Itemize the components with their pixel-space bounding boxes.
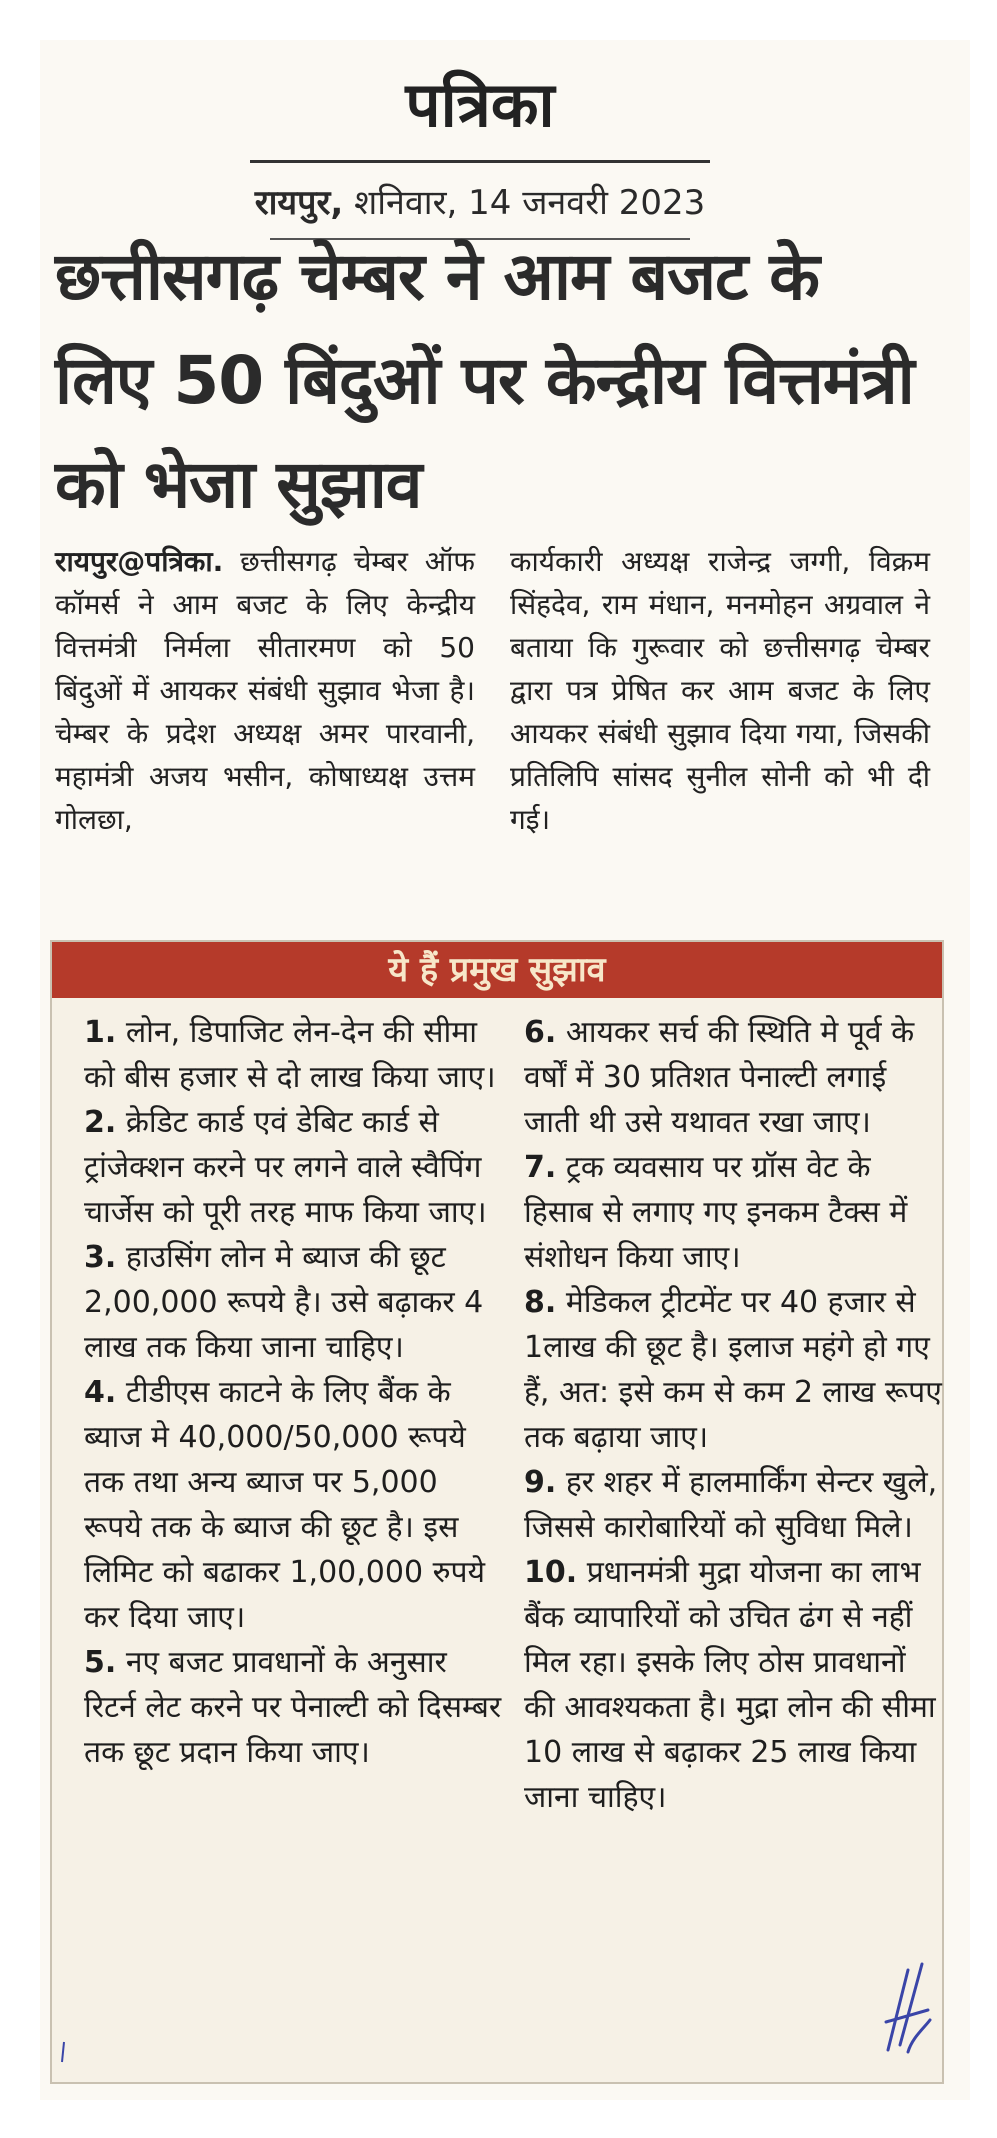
masthead	[230, 70, 730, 240]
article-intro-left	[55, 540, 475, 841]
suggestion-number: 8.	[524, 1285, 557, 1320]
suggestion-text: आयकर सर्च की स्थिति मे पूर्व के वर्षों में 30 प्रतिशत पेनाल्टी लगाई जाती थी उसे यथावत रखा जाए।	[524, 1015, 915, 1140]
suggestion-number: 9.	[524, 1465, 557, 1500]
ink-mark	[58, 2040, 70, 2064]
suggestions-box-title: ये हैं प्रमुख सुझाव	[52, 942, 942, 998]
article-headline: छत्तीसगढ़ चेम्बर ने आम बजट के लिए 50 बिंदुओं पर केन्द्रीय वित्तमंत्री को भेजा सुझाव	[55, 238, 914, 523]
suggestion-number: 2.	[84, 1105, 117, 1140]
suggestion-number: 4.	[84, 1375, 117, 1410]
suggestion-text: ट्रक व्यवसाय पर ग्रॉस वेट के हिसाब से लगाए गए इनकम टैक्स में संशोधन किया जाए।	[524, 1150, 908, 1275]
suggestion-text: प्रधानमंत्री मुद्रा योजना का लाभ बैंक व्यापारियों को उचित ढंग से नहीं मिल रहा। इसके लिए ठोस प्रावधानों की आवश्यकता है। मुद्रा लोन की सीमा 10 लाख से बढ़ाकर 25 लाख किया जाना चाहिए।	[524, 1555, 936, 1815]
suggestion-number: 7.	[524, 1150, 557, 1185]
suggestions-right-column	[524, 1010, 944, 1820]
suggestion-item	[84, 1010, 504, 1100]
suggestion-number: 6.	[524, 1015, 557, 1050]
suggestion-item	[84, 1370, 504, 1640]
intro-left-text: छत्तीसगढ़ चेम्बर ऑफ कॉमर्स ने आम बजट के लिए केन्द्रीय वित्तमंत्री निर्मला सीतारमण को 50 बिंदुओं में आयकर संबंधी सुझाव भेजा है। चेम्बर के प्रदेश अध्यक्ष अमर पारवानी, महामंत्री अजय भसीन, कोषाध्यक्ष उत्तम गोलछा,	[55, 545, 475, 836]
logo-divider	[250, 160, 710, 163]
suggestion-number: 5.	[84, 1645, 117, 1680]
suggestion-text: मेडिकल ट्रीटमेंट पर 40 हजार से 1लाख की छूट है। इलाज महंगे हो गए हैं, अत: इसे कम से कम 2 लाख रूपए तक बढ़ाया जाए।	[524, 1285, 942, 1455]
dateline-city: रायपुर,	[254, 183, 344, 223]
dateline	[230, 178, 730, 224]
suggestion-item	[524, 1145, 944, 1280]
suggestion-item	[84, 1235, 504, 1370]
suggestion-item	[524, 1460, 944, 1550]
suggestion-item	[84, 1640, 504, 1775]
suggestion-item	[524, 1010, 944, 1145]
suggestion-text: टीडीएस काटने के लिए बैंक के ब्याज मे 40,000/50,000 रूपये तक तथा अन्य ब्याज पर 5,000 रूपये तक के ब्याज की छूट है। इस लिमिट को बढाकर 1,00,000 रुपये कर दिया जाए।	[84, 1375, 485, 1635]
byline: रायपुर@पत्रिका.	[55, 545, 224, 578]
newspaper-logo: पत्रिका	[405, 68, 555, 141]
suggestion-text: लोन, डिपाजिट लेन-देन की सीमा को बीस हजार से दो लाख किया जाए।	[84, 1015, 496, 1095]
suggestion-text: नए बजट प्रावधानों के अनुसार रिटर्न लेट करने पर पेनाल्टी को दिसम्बर तक छूट प्रदान किया जाए।	[84, 1645, 502, 1770]
suggestion-item	[524, 1280, 944, 1460]
suggestions-box	[50, 940, 944, 2084]
suggestions-left-column	[84, 1010, 504, 1775]
suggestion-text: हाउसिंग लोन मे ब्याज की छूट 2,00,000 रूपये है। उसे बढ़ाकर 4 लाख तक किया जाना चाहिए।	[84, 1240, 484, 1365]
suggestion-item	[524, 1550, 944, 1820]
article-intro-right: कार्यकारी अध्यक्ष राजेन्द्र जग्गी, विक्रम सिंहदेव, राम मंधान, मनमोहन अग्रवाल ने बताया कि गुरूवार को छत्तीसगढ़ चेम्बर द्वारा पत्र प्रेषित कर आम बजट के लिए आयकर संबंधी सुझाव दिया गया, जिसकी प्रतिलिपि सांसद सुनील सोनी को भी दी गई।	[510, 545, 930, 836]
suggestion-number: 1.	[84, 1015, 117, 1050]
suggestion-item	[84, 1100, 504, 1235]
suggestion-number: 10.	[524, 1555, 578, 1590]
dateline-date: शनिवार, 14 जनवरी 2023	[343, 183, 706, 223]
suggestion-number: 3.	[84, 1240, 117, 1275]
suggestion-text: क्रेडिट कार्ड एवं डेबिट कार्ड से ट्रांजेक्शन करने पर लगने वाले स्वैपिंग चार्जेस को पूरी तरह माफ किया जाए।	[84, 1105, 487, 1230]
suggestion-text: हर शहर में हालमार्किंग सेन्टर खुले, जिससे कारोबारियों को सुविधा मिले।	[524, 1465, 938, 1545]
handwritten-signature	[878, 1950, 938, 2060]
